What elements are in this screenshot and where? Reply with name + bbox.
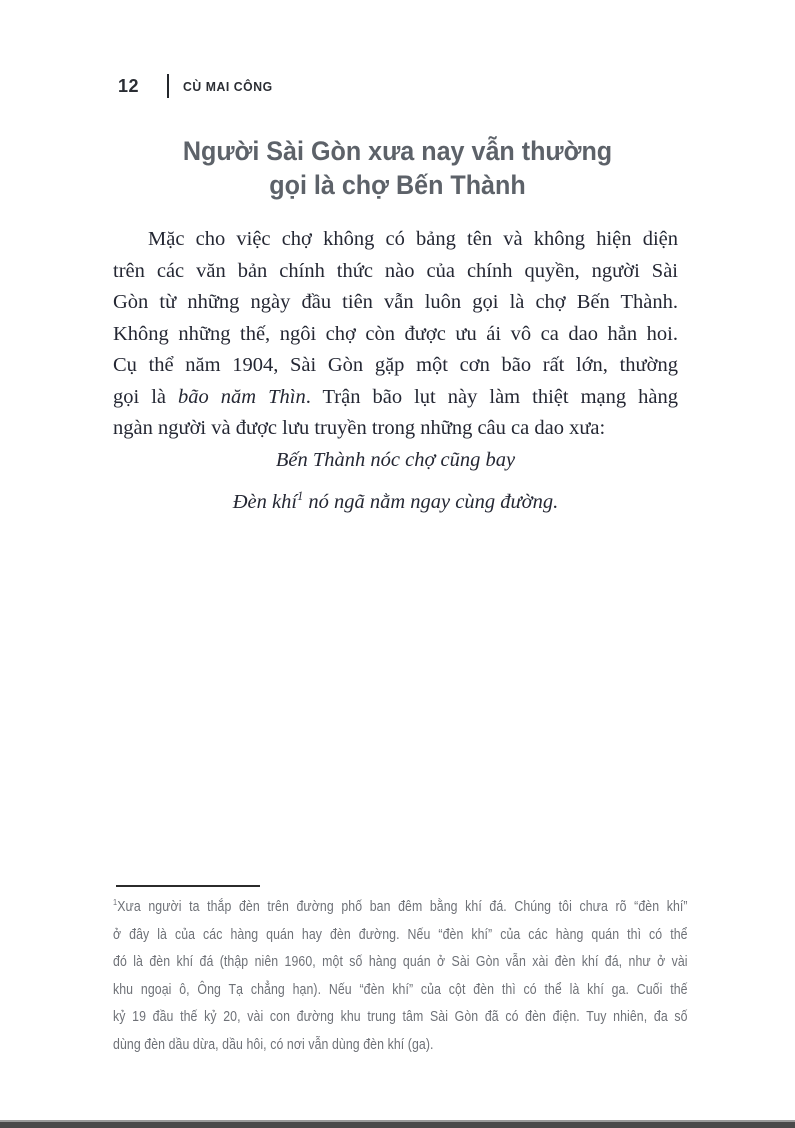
footnote-line xyxy=(113,1032,688,1060)
footnote-line xyxy=(113,949,688,977)
running-header xyxy=(118,74,278,98)
footnote xyxy=(113,894,688,1059)
text-segment: trên các văn bản chính thức nào của chính quyền, người Sài xyxy=(113,259,678,282)
footnote-line xyxy=(113,977,688,1005)
folk-verse xyxy=(113,449,678,533)
body-paragraph xyxy=(113,224,678,445)
text-segment: Bến Thành nóc chợ cũng bay xyxy=(275,449,516,471)
text-segment: ở đây là của các hàng quán hay đèn đường. Nếu “đèn khí” của các hàng quán thì có thể xyxy=(113,926,688,943)
footnote-marker: 1 xyxy=(297,489,304,504)
body-text-line xyxy=(113,350,678,382)
footnote-line xyxy=(113,922,688,950)
text-segment: bão năm Thìn xyxy=(178,385,306,408)
text-segment: Xưa người ta thắp đèn trên đường phố ban đêm bằng khí đá. Chúng tôi chưa rõ “đèn khí” xyxy=(117,899,688,915)
body-text-line xyxy=(113,382,678,414)
chapter-title-line: gọi là chợ Bến Thành xyxy=(269,170,526,200)
text-segment: khu ngoại ô, Ông Tạ chẳng hạn). Nếu “đèn khí” của cột đèn thì có thể là khí ga. Cuối thế xyxy=(113,981,688,998)
chapter-title xyxy=(0,134,795,202)
text-segment: ngàn người và được lưu truyền trong những câu ca dao xưa: xyxy=(113,417,606,439)
page-number: 12 xyxy=(118,75,140,96)
text-segment: nó ngã nằm ngay cùng đường. xyxy=(303,491,559,513)
body-text-line xyxy=(113,256,678,288)
text-segment: dùng đèn dầu dừa, dầu hôi, có nơi vẫn dùng đèn khí (ga). xyxy=(113,1036,434,1053)
text-segment: Không những thế, ngôi chợ còn được ưu ái vô ca dao hẳn hoi. xyxy=(113,322,678,345)
footnote-rule xyxy=(116,885,260,887)
running-title: CÙ MAI CÔNG xyxy=(183,78,273,94)
body-text-line xyxy=(113,319,678,351)
body-text-line xyxy=(113,413,678,445)
footnote-line xyxy=(113,1004,688,1032)
text-segment: Gòn từ những ngày đầu tiên vẫn luôn gọi là chợ Bến Thành. xyxy=(113,291,678,313)
chapter-title-line: Người Sài Gòn xưa nay vẫn thường xyxy=(182,136,613,166)
text-segment: gọi là xyxy=(113,385,179,408)
text-segment: kỷ 19 đầu thế kỷ 20, vài con đường khu trung tâm Sài Gòn đã có đèn điện. Tuy nhiên, đa số xyxy=(113,1009,688,1025)
page-bottom-edge-dark xyxy=(0,1122,795,1128)
footnote-marker: 1 xyxy=(113,897,118,908)
text-segment: Cụ thể năm 1904, Sài Gòn gặp một cơn bão rất lớn, thường xyxy=(113,354,678,376)
footnote-line xyxy=(113,894,688,922)
body-text-line xyxy=(113,287,678,319)
text-segment: Đèn khí xyxy=(232,491,298,513)
body-text-line xyxy=(113,224,678,256)
verse-line xyxy=(113,491,678,533)
text-segment: . Trận bão lụt này làm thiệt mạng hàng xyxy=(305,385,678,408)
verse-line xyxy=(113,449,678,491)
text-segment: Mặc cho việc chợ không có bảng tên và không hiện diện xyxy=(148,228,678,250)
header-divider xyxy=(167,74,169,98)
text-segment: đó là đèn khí đá (thập niên 1960, một số hàng quán ở Sài Gòn vẫn xài đèn khí đá, như ở vài xyxy=(113,954,688,970)
